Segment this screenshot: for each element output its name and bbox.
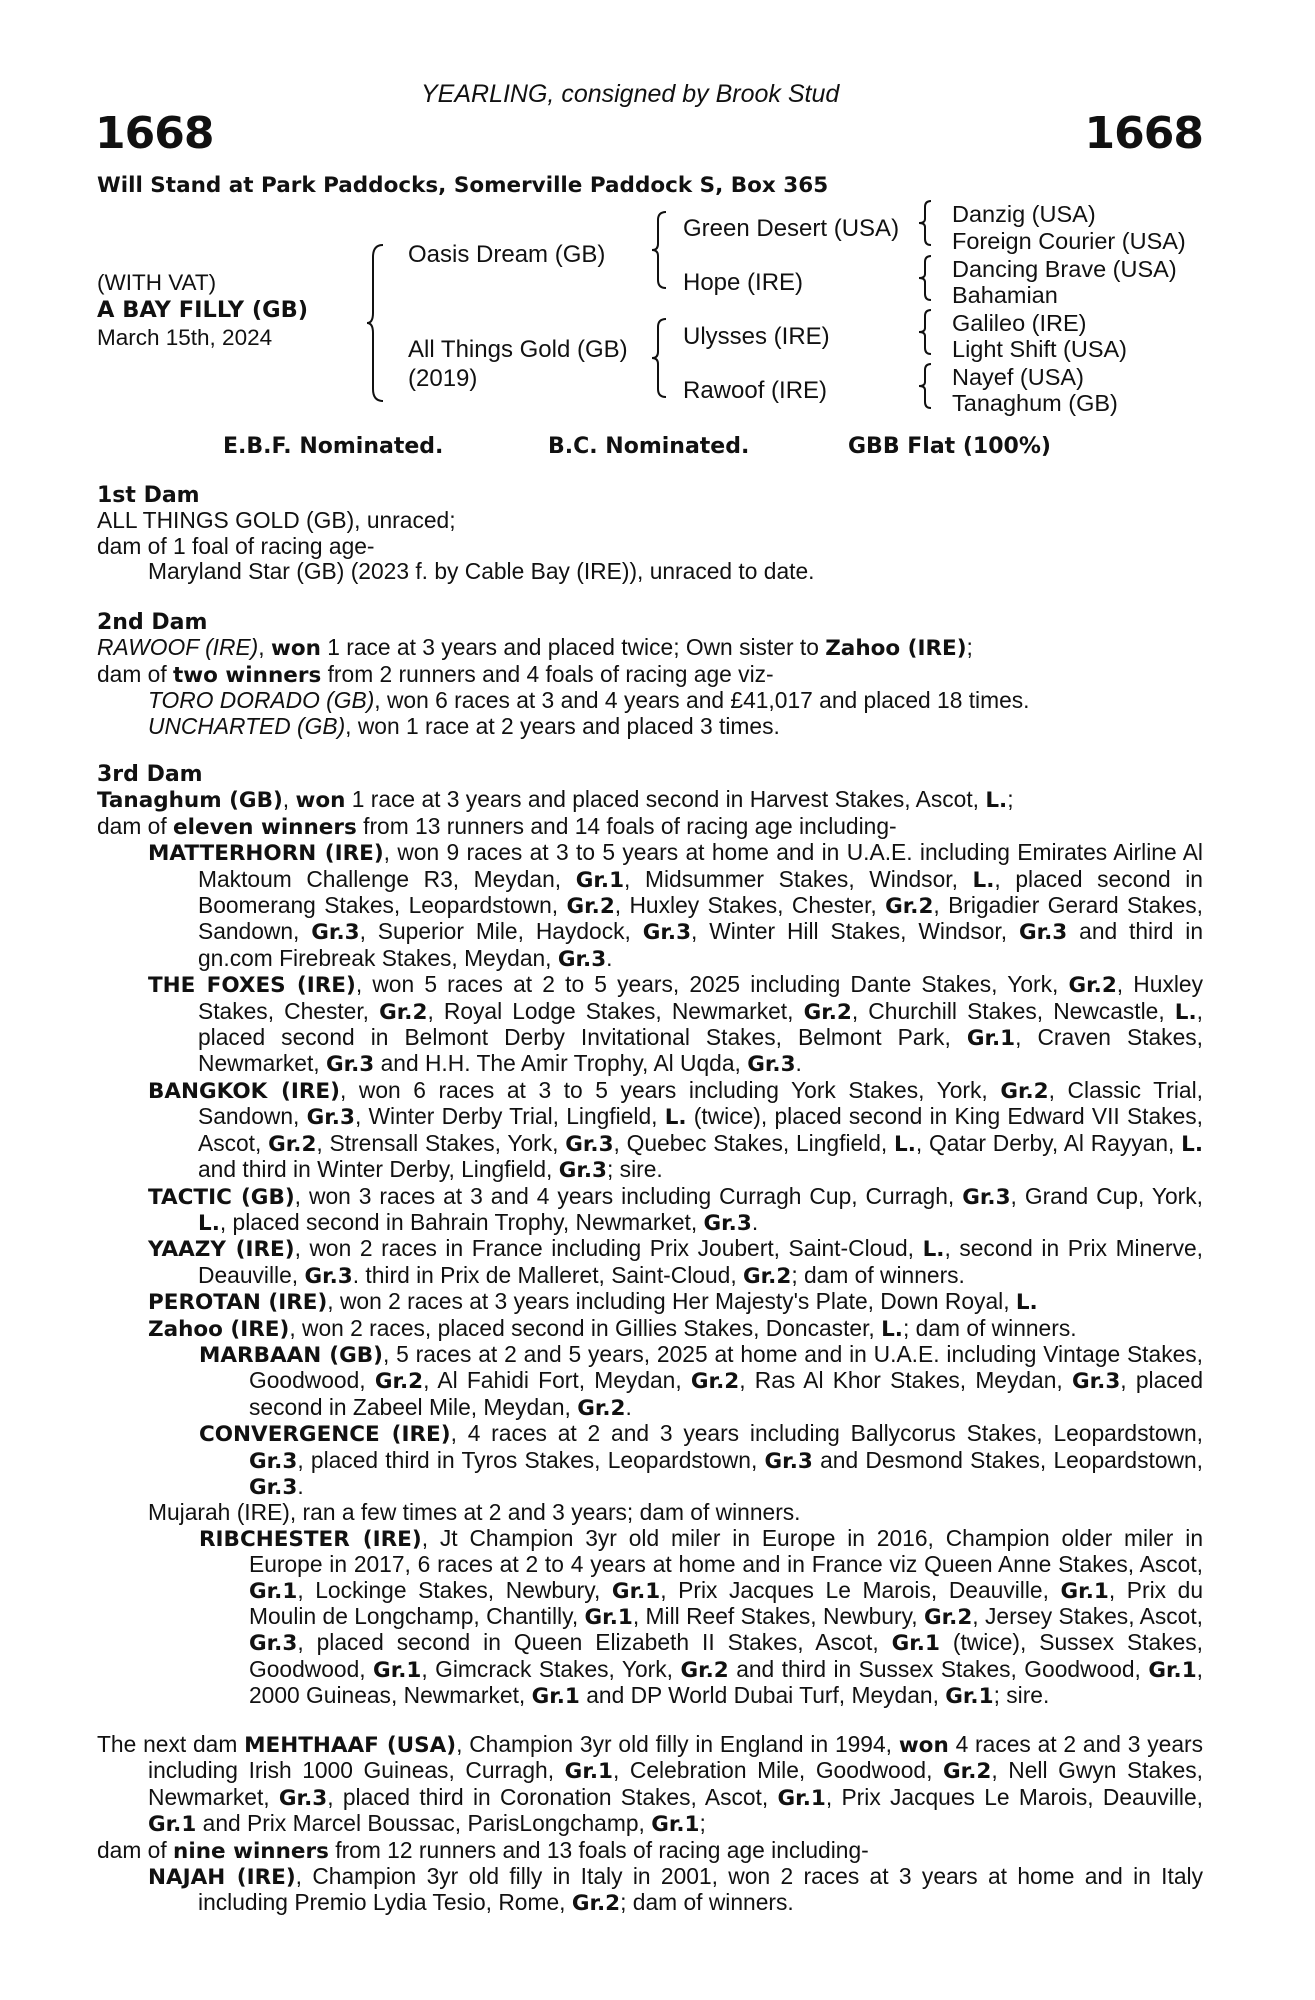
second-dam-foal-2: UNCHARTED (GB), won 1 race at 2 years and placed 3 times. <box>148 712 780 739</box>
pedigree-dam: All Things Gold (GB) <box>408 336 628 363</box>
entry-matterhorn: MATTERHORN (IRE), won 9 races at 3 to 5 years at home and in U.A.E. including Emirates Airline Al Maktoum Challenge R3, Meydan, Gr.1, Midsummer Stakes, Windsor, L., placed second in Boomerang Stakes, Leopardstown, Gr.2, Huxley Stakes, Chester, Gr.2, Brigadier Gerard Stakes, Sandown, Gr.3, Superior Mile, Haydock, Gr.3, Winter Hill Stakes, Windsor, Gr.3 and third in gn.com Firebreak Stakes, Meydan, Gr.3. <box>148 839 1203 972</box>
pedigree-sire: Oasis Dream (GB) <box>408 241 606 268</box>
second-dam-line-1: RAWOOF (IRE), won 1 race at 3 years and placed twice; Own sister to Zahoo (IRE); <box>97 634 973 662</box>
entry-mujarah: Mujarah (IRE), ran a few times at 2 and 3 years; dam of winners. <box>148 1499 801 1526</box>
third-dam-title: 3rd Dam <box>97 762 203 787</box>
bc-nomination: B.C. Nominated. <box>548 434 750 459</box>
third-dam-line-1: Tanaghum (GB), won 1 race at 3 years and placed second in Harvest Stakes, Ascot, L.; <box>97 786 1014 814</box>
pedigree-brace-gen1 <box>367 243 389 403</box>
pedigree-brace-g4 <box>919 362 935 410</box>
third-dam-line-2: dam of eleven winners from 13 runners and 14 foals of racing age including- <box>97 812 897 840</box>
entry-tactic: TACTIC (GB), won 3 races at 3 and 4 years including Curragh Cup, Curragh, Gr.3, Grand Cup, York, L., placed second in Bahrain Trophy, Newmarket, Gr.3. <box>148 1182 1203 1236</box>
pedigree-ggen-8: Tanaghum (GB) <box>952 390 1118 416</box>
pedigree-dam-year: (2019) <box>408 365 478 392</box>
entry-yaazy: YAAZY (IRE), won 2 races in France including Prix Joubert, Saint-Cloud, L., second in Prix Minerve, Deauville, Gr.3. third in Prix de Malleret, Saint-Cloud, Gr.2; dam of winners. <box>148 1235 1203 1289</box>
first-dam-line-2: dam of 1 foal of racing age- <box>97 532 375 559</box>
pedigree-dam-dam: Rawoof (IRE) <box>683 377 828 404</box>
entry-convergence: CONVERGENCE (IRE), 4 races at 2 and 3 years including Ballycorus Stakes, Leopardstown, Gr.3, placed third in Tyros Stakes, Leopardstown, Gr.3 and Desmond Stakes, Leopardstown, Gr.3. <box>199 1420 1203 1500</box>
pedigree-ggen-2: Foreign Courier (USA) <box>952 228 1186 254</box>
pedigree-brace-sire <box>652 210 670 290</box>
pedigree-brace-dam <box>652 317 670 399</box>
pedigree-sire-sire: Green Desert (USA) <box>683 215 900 242</box>
first-dam-line-1: ALL THINGS GOLD (GB), unraced; <box>97 507 456 534</box>
second-dam-section <box>97 610 1203 739</box>
entry-zahoo: Zahoo (IRE), won 2 races, placed second in Gillies Stakes, Doncaster, L.; dam of winners. <box>148 1314 1077 1342</box>
next-dam-section <box>97 1732 1203 1917</box>
third-dam-section <box>97 762 1203 1710</box>
ebf-nomination: E.B.F. Nominated. <box>223 434 444 459</box>
vat-note: (WITH VAT) <box>97 270 217 295</box>
foaling-date: March 15th, 2024 <box>97 325 273 350</box>
sister-name: Zahoo (IRE) <box>825 636 967 662</box>
pedigree-brace-g3 <box>919 308 935 356</box>
pedigree-ggen-1: Danzig (USA) <box>952 201 1096 227</box>
stabling-location: Will Stand at Park Paddocks, Somerville Paddock S, Box 365 <box>97 173 829 198</box>
next-dam-produce-line: dam of nine winners from 12 runners and 13 foals of racing age including- <box>97 1836 869 1864</box>
pedigree-ggen-5: Galileo (IRE) <box>952 310 1087 336</box>
second-dam-name: RAWOOF (IRE) <box>97 634 259 661</box>
pedigree-sire-dam: Hope (IRE) <box>683 269 804 296</box>
consignment-line: YEARLING, consigned by Brook Stud <box>421 80 840 108</box>
first-dam-title: 1st Dam <box>97 483 200 508</box>
horse-name: A BAY FILLY (GB) <box>97 297 309 323</box>
gbb-flat: GBB Flat (100%) <box>848 434 1051 459</box>
pedigree-brace-g2 <box>919 254 935 302</box>
first-dam-foal: Maryland Star (GB) (2023 f. by Cable Bay (IRE)), unraced to date. <box>148 558 815 585</box>
next-dam-paragraph: The next dam MEHTHAAF (USA), Champion 3yr old filly in England in 1994, won 4 races at 2 and 3 years including Irish 1000 Guineas, Curragh, Gr.1, Celebration Mile, Goodwood, Gr.2, Nell Gwyn Stakes, Newmarket, Gr.3, placed third in Coronation Stakes, Ascot, Gr.1, Prix Jacques Le Marois, Deauville, Gr.1 and Prix Marcel Boussac, ParisLongchamp, Gr.1; <box>97 1731 1204 1838</box>
second-dam-foal-1: TORO DORADO (GB), won 6 races at 3 and 4 years and £41,017 and placed 18 times. <box>148 687 1030 714</box>
second-dam-line-2: dam of two winners from 2 runners and 4 foals of racing age viz- <box>97 660 774 688</box>
entry-marbaan: MARBAAN (GB), 5 races at 2 and 5 years, 2025 at home and in U.A.E. including Vintage Stakes, Goodwood, Gr.2, Al Fahidi Fort, Meydan, Gr.2, Ras Al Khor Stakes, Meydan, Gr.3, placed second in Zabeel Mile, Meydan, Gr.2. <box>199 1340 1204 1421</box>
entry-najah: NAJAH (IRE), Champion 3yr old filly in Italy in 2001, won 2 races at 3 years at home and in Italy including Premio Lydia Tesio, Rome, Gr.2; dam of winners. <box>148 1863 1203 1917</box>
pedigree-brace-g1 <box>919 199 935 247</box>
first-dam-section <box>97 483 1203 585</box>
lot-number-right: 1668 <box>1084 108 1203 159</box>
second-dam-title: 2nd Dam <box>97 610 208 635</box>
entry-bangkok: BANGKOK (IRE), won 6 races at 3 to 5 years including York Stakes, York, Gr.2, Classic Trial, Sandown, Gr.3, Winter Derby Trial, Lingfield, L. (twice), placed second in King Edward VII Stakes, Ascot, Gr.2, Strensall Stakes, York, Gr.3, Quebec Stakes, Lingfield, L., Qatar Derby, Al Rayyan, L. and third in Winter Derby, Lingfield, Gr.3; sire. <box>148 1076 1204 1184</box>
lot-number-left: 1668 <box>95 108 214 159</box>
entry-perotan: PEROTAN (IRE), won 2 races at 3 years including Her Majesty's Plate, Down Royal, L. <box>148 1288 1038 1316</box>
pedigree-ggen-4: Bahamian <box>952 282 1058 308</box>
entry-ribchester: RIBCHESTER (IRE), Jt Champion 3yr old miler in Europe in 2016, Champion older miler in Europe in 2017, 6 races at 2 to 4 years at home and in France viz Queen Anne Stakes, Ascot, Gr.1, Lockinge Stakes, Newbury, Gr.1, Prix Jacques Le Marois, Deauville, Gr.1, Prix du Moulin de Longchamp, Chantilly, Gr.1, Mill Reef Stakes, Newbury, Gr.2, Jersey Stakes, Ascot, Gr.3, placed second in Queen Elizabeth II Stakes, Ascot, Gr.1 (twice), Sussex Stakes, Goodwood, Gr.1, Gimcrack Stakes, York, Gr.2 and third in Sussex Stakes, Goodwood, Gr.1, 2000 Guineas, Newmarket, Gr.1 and DP World Dubai Turf, Meydan, Gr.1; sire. <box>199 1524 1203 1710</box>
pedigree-ggen-3: Dancing Brave (USA) <box>952 256 1177 282</box>
pedigree-dam-sire: Ulysses (IRE) <box>683 323 830 350</box>
entry-the-foxes: THE FOXES (IRE), won 5 races at 2 to 5 years, 2025 including Dante Stakes, York, Gr.2, Huxley Stakes, Chester, Gr.2, Royal Lodge Stakes, Newmarket, Gr.2, Churchill Stakes, Newcastle, L., placed second in Belmont Derby Invitational Stakes, Belmont Park, Gr.1, Craven Stakes, Newmarket, Gr.3 and H.H. The Amir Trophy, Al Uqda, Gr.3. <box>148 971 1204 1078</box>
pedigree-ggen-6: Light Shift (USA) <box>952 336 1128 362</box>
pedigree-ggen-7: Nayef (USA) <box>952 364 1084 390</box>
